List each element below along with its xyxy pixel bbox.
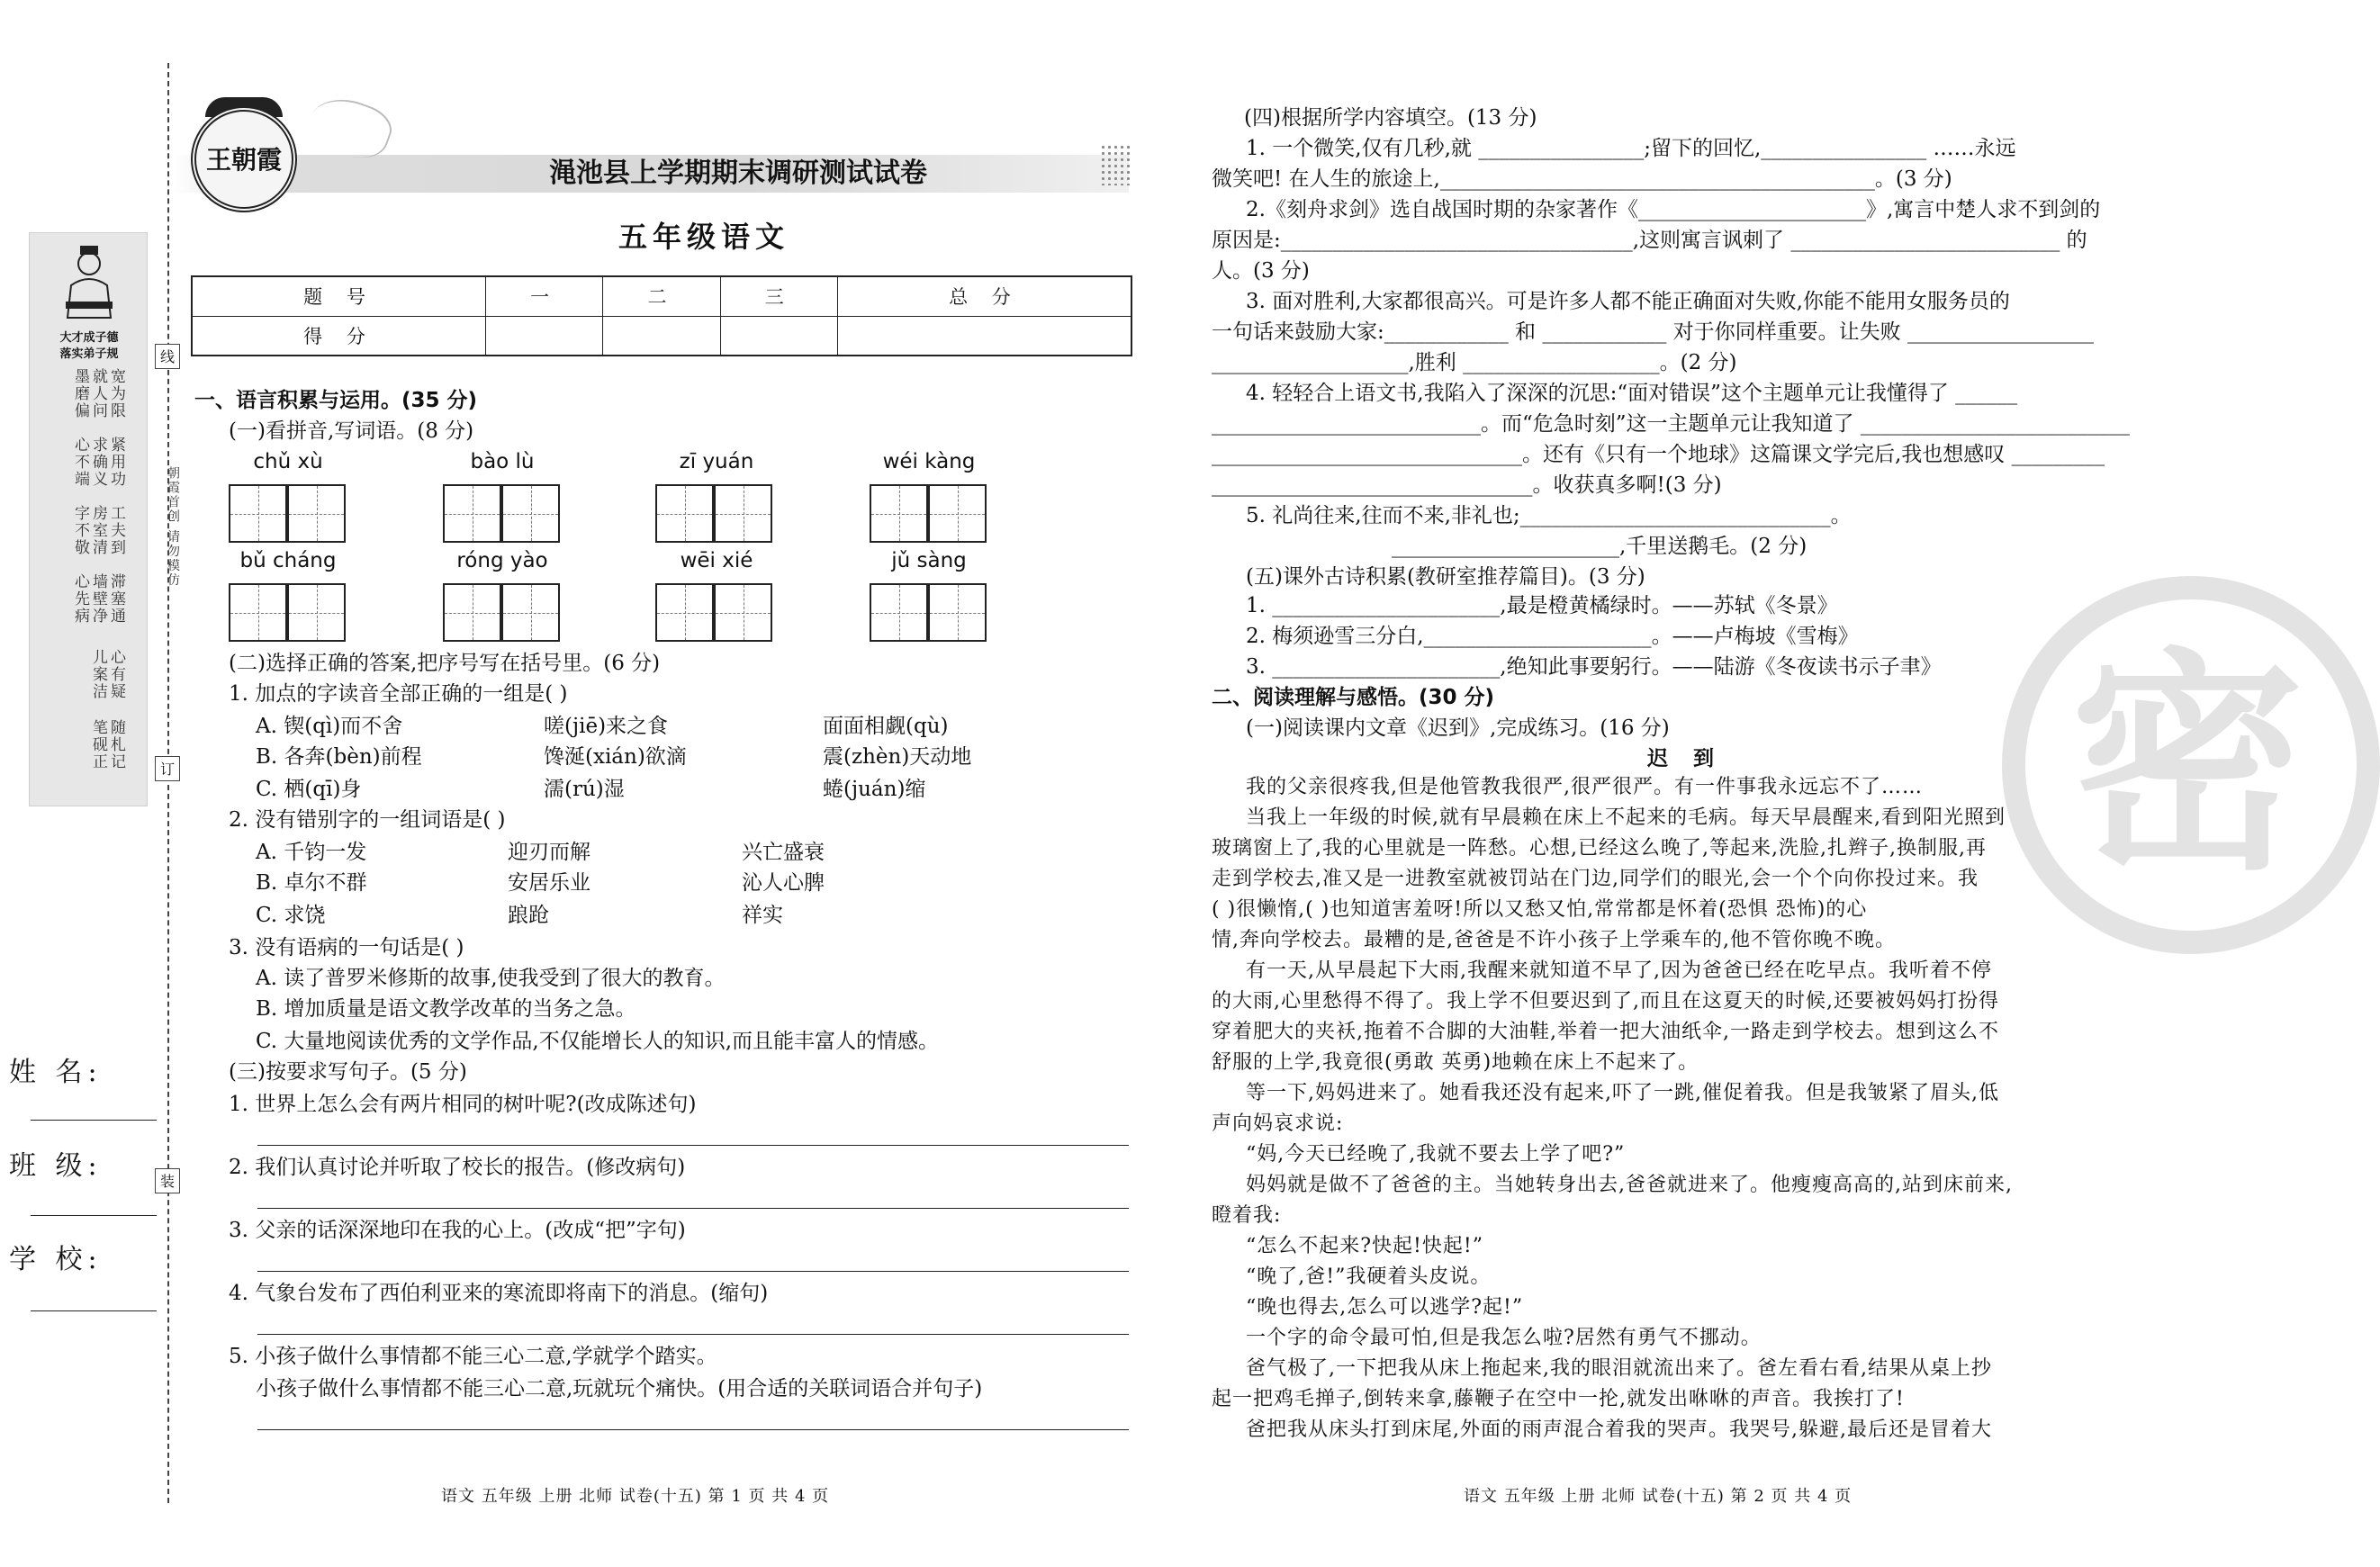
article-paragraph: 的大雨,心里愁得不得了。我上学不但要迟到了,而且在这夏天的时候,还要被妈妈打扮得 [1212, 990, 1999, 1013]
option: 蜷(juán)缩 [823, 778, 926, 801]
question: 5. 小孩子做什么事情都不能三心二意,学就学个踏实。 [229, 1345, 717, 1368]
question: 1. 加点的字读音全部正确的一组是( ) [229, 682, 568, 706]
article-paragraph: 起一把鸡毛掸子,倒转来拿,藤鞭子在空中一抡,就发出咻咻的声音。我挨打了! [1212, 1388, 1905, 1410]
question: 小孩子做什么事情都不能三心二意,玩就玩个痛快。(用合适的关联词语合并句子) [256, 1377, 983, 1400]
writing-box[interactable] [870, 484, 928, 543]
question: ______________________,千里送鹅毛。(2 分) [1392, 535, 1808, 558]
writing-box[interactable] [229, 484, 287, 543]
question: 2. 没有错别字的一组词语是( ) [229, 808, 506, 832]
subject-title: 五年级语文 [618, 220, 789, 254]
question: 2. 我们认真讨论并听取了校长的报告。(修改病句) [229, 1156, 686, 1179]
class-label: 班 级: [9, 1150, 103, 1182]
option: 沁人心脾 [742, 871, 825, 895]
option: 安居乐业 [508, 871, 590, 895]
question: 2. 梅须逊雪三分白,______________________。——卢梅坡《雪梅》 [1246, 625, 1859, 648]
article-paragraph: 玻璃窗上了,我的心里就是一阵愁。心想,已经这么晚了,等起来,洗脸,扎辫子,换制服,再 [1212, 837, 1987, 860]
binding-note: 朝霞首创 请勿模仿 [166, 466, 180, 588]
school-field[interactable] [31, 1310, 157, 1311]
article-paragraph: “怎么不起来?快起!快起!” [1246, 1235, 1483, 1257]
question: __________________________。而“危急时刻”这一主题单元让我知道了 __________________________ [1212, 412, 2130, 436]
writing-box[interactable] [501, 484, 560, 543]
question: ___________________,胜利 ___________________。(2 分) [1212, 351, 1737, 374]
option: 濡(rú)湿 [544, 778, 625, 801]
brand-logo-text: 王朝霞 [205, 145, 282, 175]
option: B. 各奔(bèn)前程 [256, 745, 422, 769]
name-label: 姓 名: [9, 1057, 103, 1088]
article-paragraph: 声向妈哀求说: [1212, 1112, 1344, 1135]
answer-line[interactable] [257, 1145, 1129, 1146]
answer-line[interactable] [257, 1271, 1129, 1272]
writing-box[interactable] [229, 583, 287, 642]
page-footer: 语文 五年级 上册 北师 试卷(十五) 第 2 页 共 4 页 [1464, 1487, 1853, 1506]
binding-mark: 订 [155, 756, 180, 781]
motto-col: 紧用功 [107, 437, 125, 488]
question: 1. 一个微笑,仅有几秒,就 ________________;留下的回忆,________________ ……永远 [1246, 137, 2016, 160]
option: 嗟(jiē)来之食 [544, 715, 669, 738]
score-table [191, 275, 1132, 356]
motto-col: 墨磨偏 [71, 368, 89, 419]
motto-col: 墙壁净 [89, 573, 107, 625]
motto-sidebar [29, 232, 148, 806]
question: 人。(3 分) [1212, 259, 1310, 283]
question: 5. 礼尚往来,往而不来,非礼也;______________________________。 [1246, 504, 1852, 527]
article-paragraph: “妈,今天已经晚了,我就不要去上学了吧?” [1246, 1143, 1626, 1166]
answer-line[interactable] [257, 1334, 1129, 1335]
question-heading: (二)选择正确的答案,把序号写在括号里。(6 分) [229, 652, 661, 675]
table-row [192, 316, 1131, 356]
option: A. 读了普罗米修斯的故事,使我受到了很大的教育。 [256, 967, 726, 990]
motto-text: 大才成子德 落实弟子规 [59, 331, 119, 361]
option: 面面相觑(qù) [823, 715, 949, 738]
option: C. 求饶 [256, 904, 326, 927]
score-cell[interactable] [720, 316, 837, 356]
writing-box[interactable] [287, 583, 346, 642]
option: A. 锲(qì)而不舍 [256, 715, 403, 738]
table-cell: 三 [720, 276, 837, 316]
pinyin-label: bǔ cháng [239, 549, 337, 572]
table-cell: 一 [486, 276, 603, 316]
article-paragraph: 穿着肥大的夹袄,拖着不合脚的大油鞋,举着一把大油纸伞,一路走到学校去。想到这么不 [1212, 1021, 1999, 1043]
article-paragraph: 妈妈就是做不了爸爸的主。当她转身出去,爸爸就进来了。他瘦瘦高高的,站到床前来, [1246, 1174, 2013, 1196]
question: 2.《刻舟求剑》选自战国时期的杂家著作《______________________》,寓言中楚人求不到剑的 [1246, 198, 2101, 221]
score-cell[interactable] [837, 316, 1131, 356]
option: 馋涎(xián)欲滴 [544, 745, 687, 769]
pinyin-label: chǔ xù [253, 450, 323, 473]
motto-col: 就人问 [89, 368, 107, 419]
article-paragraph: 等一下,妈妈进来了。她看我还没有起来,吓了一跳,催促着我。但是我皱紧了眉头,低 [1246, 1082, 1999, 1104]
writing-box[interactable] [501, 583, 560, 642]
motto-col: 滞塞通 [107, 573, 125, 625]
question: 3. 父亲的话深深地印在我的心上。(改成“把”字句) [229, 1219, 686, 1242]
article-paragraph: 爸气极了,一下把我从床上拖起来,我的眼泪就流出来了。爸左看右看,结果从桌上抄 [1246, 1357, 1992, 1380]
name-field[interactable] [31, 1120, 157, 1121]
binding-line [167, 63, 169, 1503]
question: 一句话来鼓励大家:____________ 和 ____________ 对于你同样重要。让失败 __________________ [1212, 320, 2094, 344]
banner-dots [1100, 144, 1132, 185]
writing-box[interactable] [443, 484, 501, 543]
question: 4. 轻轻合上语文书,我陷入了深深的沉思:“面对错误”这个主题单元让我懂得了 ______ [1246, 382, 2018, 405]
question: 1. ______________________,最是橙黄橘绿时。——苏轼《冬景》 [1246, 594, 1838, 617]
article-paragraph: “晚了,爸!”我硬着头皮说。 [1246, 1265, 1492, 1288]
article-paragraph: 走到学校去,准又是一进教室就被罚站在门边,同学们的眼光,会一个个向你投过来。我 [1212, 868, 1979, 890]
pinyin-label: róng yào [456, 549, 548, 572]
pinyin-label: bào lù [470, 450, 535, 473]
question-heading: (一)看拼音,写词语。(8 分) [229, 419, 474, 443]
table-cell: 得 分 [192, 316, 486, 356]
pinyin-label: jǔ sàng [891, 549, 967, 572]
section-heading: 一、语言积累与运用。(35 分) [194, 389, 478, 412]
class-field[interactable] [31, 1215, 157, 1216]
motto-col: 宽为限 [107, 368, 125, 419]
question: 3. 面对胜利,大家都很高兴。可是许多人都不能正确面对失败,你能不能用女服务员的 [1246, 290, 2010, 313]
writing-box[interactable] [714, 484, 772, 543]
writing-box[interactable] [714, 583, 772, 642]
article-paragraph: 瞪着我: [1212, 1204, 1282, 1227]
question: 3. ______________________,绝知此事要躬行。——陆游《冬夜读书示子聿》 [1246, 655, 1942, 679]
answer-line[interactable] [257, 1208, 1129, 1209]
question-heading: (三)按要求写句子。(5 分) [229, 1060, 467, 1084]
option: A. 千钧一发 [256, 841, 367, 864]
question-heading: (四)根据所学内容填空。(13 分) [1244, 106, 1537, 130]
pinyin-label: wéi kàng [882, 450, 976, 473]
section-heading: 二、阅读理解与感悟。(30 分) [1212, 686, 1495, 709]
page-title: 渑池县上学期期末调研测试试卷 [549, 158, 927, 189]
binding-mark: 线 [155, 344, 180, 369]
motto-col: 房室清 [89, 505, 107, 556]
writing-box[interactable] [655, 583, 714, 642]
table-row [192, 276, 1131, 316]
option: 迎刃而解 [508, 841, 590, 864]
question: 原因是:__________________________________,这则寓言讽刺了 __________________________ 的 [1212, 229, 2087, 252]
question: _______________________________。收获真多啊!(3 分) [1212, 473, 1722, 497]
writing-box[interactable] [928, 583, 987, 642]
question: 1. 世界上怎么会有两片相同的树叶呢?(改成陈述句) [229, 1093, 697, 1116]
article-paragraph: 我的父亲很疼我,但是他管教我很严,很严很严。有一件事我永远忘不了…… [1246, 776, 1923, 798]
writing-box[interactable] [655, 484, 714, 543]
binding-mark: 装 [155, 1168, 180, 1193]
option: 祥实 [742, 904, 783, 927]
article-paragraph: ( )很懒惰,( )也知道害羞呀!所以又愁又怕,常常都是怀着(恐惧 恐怖)的心 [1212, 898, 1868, 921]
question-heading: (五)课外古诗积累(教研室推荐篇目)。(3 分) [1246, 565, 1645, 589]
motto-col: 随札记 [107, 719, 125, 770]
school-label: 学 校: [9, 1244, 103, 1275]
option: 踉跄 [508, 904, 549, 927]
motto-col: 字不敬 [71, 505, 89, 556]
motto-col: 心有疑 [107, 649, 125, 700]
pinyin-label: wēi xié [680, 549, 753, 572]
table-cell: 总 分 [837, 276, 1131, 316]
table-cell: 二 [603, 276, 720, 316]
writing-box[interactable] [928, 484, 987, 543]
option: C. 大量地阅读优秀的文学作品,不仅能增长人的知识,而且能丰富人的情感。 [256, 1030, 940, 1053]
writing-box[interactable] [287, 484, 346, 543]
article-paragraph: “晚也得去,怎么可以逃学?起!” [1246, 1296, 1524, 1319]
article-paragraph: 当我上一年级的时候,就有早晨赖在床上不起来的毛病。每天早晨醒来,看到阳光照到 [1246, 806, 2006, 829]
question: 3. 没有语病的一句话是( ) [229, 936, 464, 959]
writing-box[interactable] [870, 583, 928, 642]
motto-col: 儿案洁 [89, 649, 107, 700]
motto-col: 工夫到 [107, 505, 125, 556]
motto-col: 求确义 [89, 437, 107, 488]
option: B. 增加质量是语文教学改革的当务之急。 [256, 997, 636, 1021]
article-paragraph: 情,奔向学校去。最糟的是,爸爸是不许小孩子上学乘车的,他不管你晚不晚。 [1212, 929, 1896, 951]
score-cell[interactable] [603, 316, 720, 356]
option: C. 栖(qī)身 [256, 778, 362, 801]
question: 4. 气象台发布了西伯利亚来的寒流即将南下的消息。(缩句) [229, 1282, 769, 1305]
motto-col: 心不端 [71, 437, 89, 488]
pinyin-label: zī yuán [679, 450, 754, 473]
article-paragraph: 爸把我从床头打到床尾,外面的雨声混合着我的哭声。我哭号,躲避,最后还是冒着大 [1246, 1418, 1992, 1441]
motto-col: 心先病 [71, 573, 89, 625]
article-paragraph: 一个字的命令最可怕,但是我怎么啦?居然有勇气不挪动。 [1246, 1327, 1762, 1349]
article-title: 迟 到 [1647, 746, 1724, 770]
motto-col: 笔砚正 [89, 719, 107, 770]
scholar-figure-icon [64, 246, 114, 323]
option: 兴亡盛衰 [742, 841, 825, 864]
table-cell: 题 号 [192, 276, 486, 316]
writing-box[interactable] [443, 583, 501, 642]
article-paragraph: 有一天,从早晨起下大雨,我醒来就知道不早了,因为爸爸已经在吃早点。我听着不停 [1246, 959, 1992, 982]
question-heading: (一)阅读课内文章《迟到》,完成练习。(16 分) [1246, 716, 1670, 740]
page-footer: 语文 五年级 上册 北师 试卷(十五) 第 1 页 共 4 页 [441, 1487, 830, 1506]
article-paragraph: 舒服的上学,我竟很(勇敢 英勇)地赖在床上不起来了。 [1212, 1051, 1699, 1074]
score-cell[interactable] [486, 316, 603, 356]
confidential-seal-text: 密 [2070, 627, 2304, 902]
option: B. 卓尔不群 [256, 871, 367, 895]
question: 微笑吧! 在人生的旅途上,__________________________________________。(3 分) [1212, 167, 1952, 191]
option: 震(zhèn)天动地 [823, 745, 972, 769]
answer-line[interactable] [257, 1429, 1129, 1430]
question: ______________________________。还有《只有一个地球》这篇课文学完后,我也想感叹 _________ [1212, 443, 2105, 466]
